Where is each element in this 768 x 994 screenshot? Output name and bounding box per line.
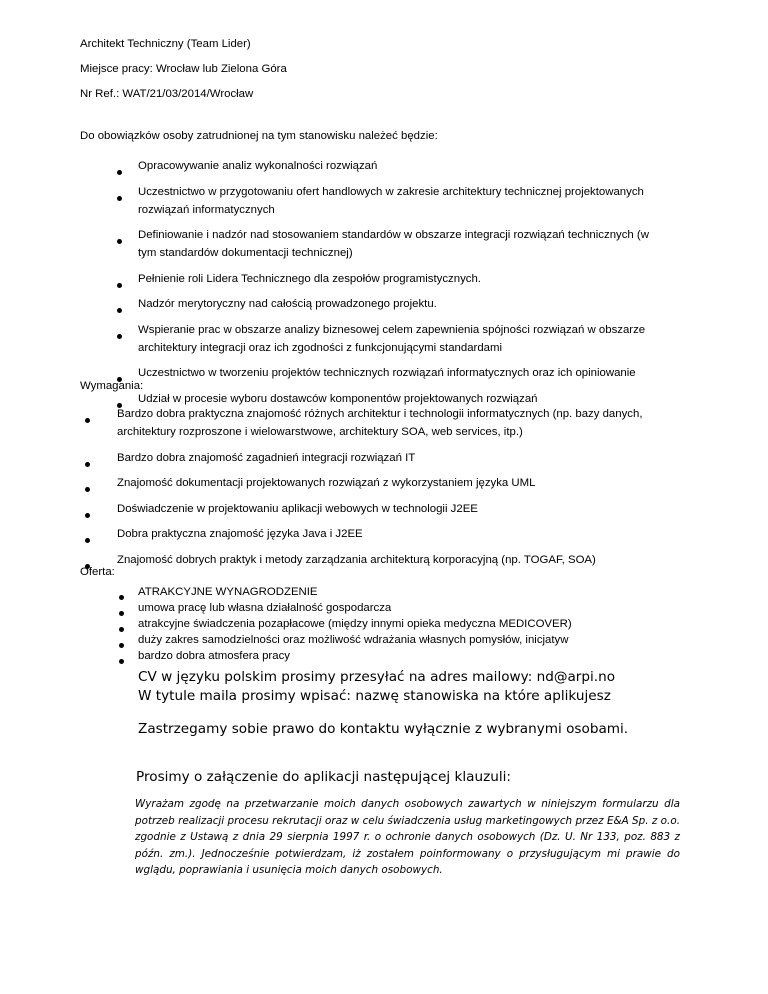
list-item [0,270,649,288]
list-item [0,525,643,543]
list-item-text-line: architektury rozproszone i wielowarstwowe, architektury SOA, web services, itp.) [117,426,523,438]
bullet-dot-icon [117,283,122,288]
bullet-icon [85,531,90,549]
bullet-dot-icon [85,538,90,543]
bullet-icon [119,653,124,669]
bullet-icon [117,163,122,181]
offer-heading: Oferta: [80,566,115,578]
bullet-icon [117,327,122,345]
list-item-text-line: Pełnienie roli Lidera Technicznego dla zespołów programistycznych. [138,272,481,285]
list-item-text-line: Uczestnictwo w tworzeniu projektów technicznych rozwiązań informatycznych oraz ich opiniowanie [138,367,636,379]
list-item-text: atrakcyjne świadczenia pozapłacowe (między innymi opieka medyczna MEDICOVER) [138,618,572,630]
list-item-text-line: architektury integracji oraz ich zgodności z funkcjonującymi standardami [138,341,503,354]
list-item [0,157,649,175]
bullet-icon [117,276,122,294]
list-item-text: umowa pracę lub własna działalność gospodarcza [138,602,392,614]
offer-list [0,584,572,664]
list-item-text-line: tym standardów dokumentacji technicznej) [138,247,353,259]
list-item-text-line: Dobra praktyczna znajomość języka Java i J2EE [117,528,363,540]
bullet-icon [85,455,90,473]
bullet-dot-icon [117,308,122,313]
list-item-text-line: Nadzór merytoryczny nad całością prowadzonego projektu. [138,298,437,310]
list-item-text-line: Bardzo dobra praktyczna znajomość różnych architektur i technologii informatycznych (np. bazy danych, [117,408,643,420]
job-title: Architekt Techniczny (Team Lider) [80,38,251,50]
bullet-icon [117,232,122,250]
bullet-dot-icon [119,659,124,664]
bullet-dot-icon [117,239,122,244]
responsibilities-intro: Do obowiązków osoby zatrudnionej na tym stanowisku należeć będzie: [80,130,438,142]
bullet-dot-icon [85,487,90,492]
job-reference: Nr Ref.: WAT/21/03/2014/Wrocław [80,88,254,100]
list-item-text: duży zakres samodzielności oraz możliwość wdrażania własnych pomysłów, inicjatyw [138,634,569,646]
bullet-dot-icon [117,170,122,175]
list-item [0,295,649,313]
list-item-text: ATRAKCYJNE WYNAGRODZENIE [138,586,318,598]
list-item-text-line: Definiowanie i nadzór nad stosowaniem standardów w obszarze integracji rozwiązań technicznych (w [138,229,649,241]
list-item-text-line: rozwiązań informatycznych [138,203,275,216]
list-item-text-line: Uczestnictwo w przygotowaniu ofert handlowych w zakresie architektury technicznej projektowanych [138,185,644,198]
bullet-dot-icon [85,418,90,423]
list-item [0,500,643,518]
list-item-text-line: Wspieranie prac w obszarze analizy biznesowej celem zapewnienia spójności rozwiązań w obszarze [138,323,646,336]
list-item [0,449,643,467]
requirements-list [0,405,643,576]
list-item [0,632,572,648]
list-item-text-line: Bardzo dobra znajomość zagadnień integracji rozwiązań IT [117,451,416,464]
contact-reservation: Zastrzegamy sobie prawo do kontaktu wyłącznie z wybranymi osobami. [138,721,629,737]
list-item [0,321,649,357]
job-location: Miejsce pracy: Wrocław lub Zielona Góra [80,63,287,75]
requirements-heading: Wymagania: [80,380,144,392]
bullet-icon [85,411,90,429]
bullet-dot-icon [117,334,122,339]
list-item-text: bardzo dobra atmosfera pracy [138,650,290,662]
list-item-text-line: Znajomość dobrych praktyk i metody zarządzania architekturą korporacyjną (np. TOGAF, SOA) [117,553,596,566]
list-item [0,405,643,441]
clause-heading: Prosimy o załączenie do aplikacji następującej klauzuli: [136,769,511,785]
bullet-icon [85,506,90,524]
list-item-text-line: Udział w procesie wyboru dostawców komponentów projektowanych rozwiązań [138,392,538,405]
list-item [0,584,572,600]
bullet-dot-icon [85,462,90,467]
responsibilities-list [0,157,649,415]
list-item [0,226,649,262]
list-item-text-line: Doświadczenie w projektowaniu aplikacji webowych w technologii J2EE [117,502,478,515]
list-item-text-line: Opracowywanie analiz wykonalności rozwiązań [138,160,378,172]
bullet-dot-icon [85,513,90,518]
list-item [0,183,649,219]
bullet-dot-icon [117,196,122,201]
email-title-instruction: W tytule maila prosimy wpisać: nazwę stanowiska na które aplikujesz [138,688,611,704]
list-item [0,600,572,616]
list-item [0,474,643,492]
list-item-text-line: Znajomość dokumentacji projektowanych rozwiązań z wykorzystaniem języka UML [117,477,536,489]
list-item [0,648,572,664]
list-item [0,616,572,632]
consent-clause: Wyrażam zgodę na przetwarzanie moich danych osobowych zawartych w niniejszym formularzu dla potrzeb realizacji procesu rekrutacji oraz w celu świadczenia usług marketingowych przez E&A Sp. z o.o. zgodnie z Ustawą z dnia 29 sierpnia 1997 r. o ochronie danych osobowych (Dz. U. Nr 133, poz. 883 z późn. zm.). Jednocześnie potwierdzam, iż zostałem poinformowany o przysługującym mi prawie do wglądu, poprawiania i usunięcia moich danych osobowych. [135,798,680,876]
bullet-icon [117,189,122,207]
cv-instruction: CV w języku polskim prosimy przesyłać na adres mailowy: nd@arpi.no [138,669,616,685]
bullet-icon [85,480,90,498]
bullet-icon [117,301,122,319]
